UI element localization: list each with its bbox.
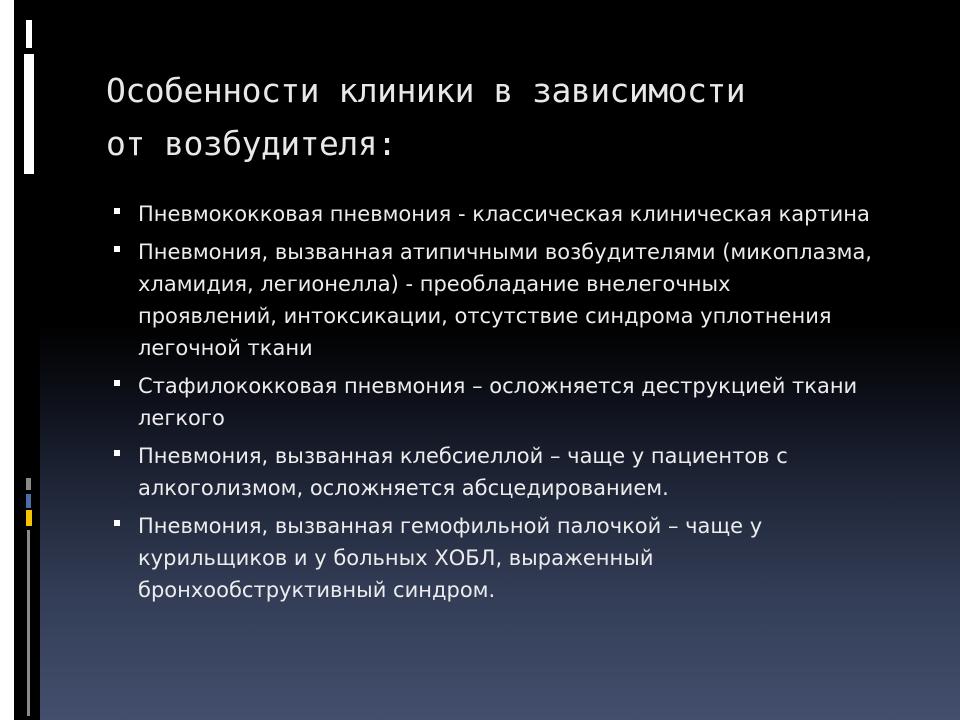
square-bullet-icon — [114, 380, 120, 386]
accent-bar-thin-gray — [27, 530, 30, 716]
bullet-text: Пневмония, вызванная гемофильной палочкой – чаще у курильщиков и у больных ХОБЛ, выраженный бронхообструктивный синдром. — [138, 514, 763, 602]
bullet-item — [112, 370, 872, 434]
bullet-item — [112, 440, 872, 504]
square-bullet-icon — [114, 520, 120, 526]
accent-bar-gray — [26, 478, 31, 490]
bullet-item — [112, 510, 872, 606]
accent-bar-yellow — [26, 510, 32, 526]
bullet-text: Пневмония, вызванная клебсиеллой – чаще у пациентов с алкоголизмом, осложняется абсцедированием. — [138, 444, 788, 500]
left-white-strip — [0, 0, 14, 720]
square-bullet-icon — [114, 208, 120, 214]
bullet-text: Пневмококковая пневмония - классическая клиническая картина — [138, 202, 870, 226]
slide-title: Особенности клиники в зависимости от возбудителя: — [106, 71, 746, 163]
accent-bar-white — [24, 54, 34, 174]
bullet-list — [112, 198, 872, 612]
accent-bar-blue — [26, 494, 31, 508]
bullet-text: Пневмония, вызванная атипичными возбудителями (микоплазма, хламидия, легионелла) - преобладание внелегочных проявлений, интоксикации, отсутствие синдрома уплотнения легочной ткани — [138, 240, 872, 360]
bullet-text: Стафилококковая пневмония – осложняется деструкцией ткани легкого — [138, 374, 858, 430]
square-bullet-icon — [114, 450, 120, 456]
square-bullet-icon — [114, 246, 120, 252]
bullet-item — [112, 198, 872, 230]
bullet-item — [112, 236, 872, 364]
accent-bar-white-top — [26, 20, 32, 48]
